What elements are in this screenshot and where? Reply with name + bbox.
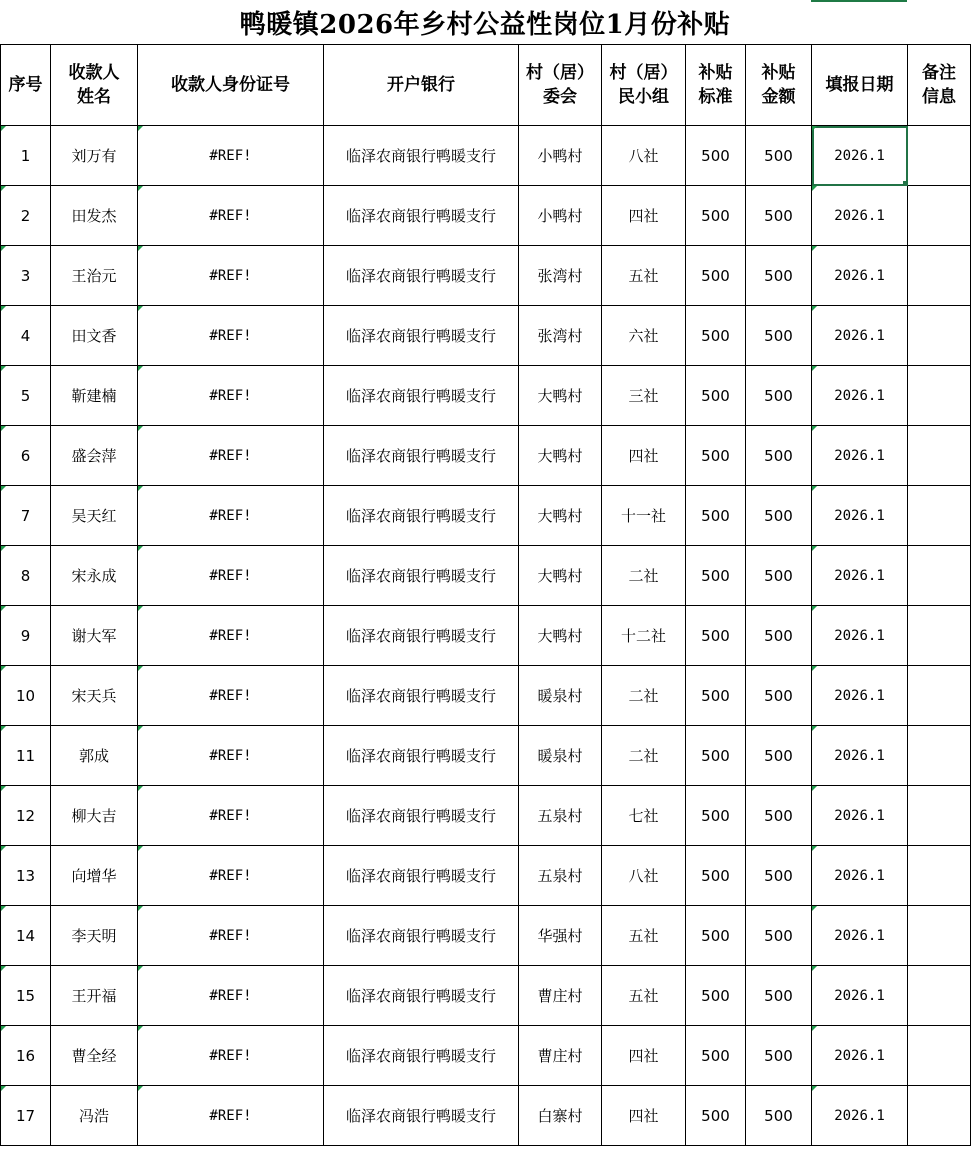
- table-row: [1, 906, 971, 966]
- cell-amount[interactable]: 500: [746, 606, 812, 666]
- header-report-date[interactable]: 填报日期: [812, 45, 908, 126]
- cell-village[interactable]: 大鸭村: [519, 546, 602, 606]
- cell-id-number[interactable]: #REF!: [138, 186, 324, 246]
- cell-id-number[interactable]: #REF!: [138, 606, 324, 666]
- cell-payee-name[interactable]: 盛会萍: [51, 426, 138, 486]
- cell-payee-name[interactable]: 刘万有: [51, 126, 138, 186]
- cell-bank[interactable]: 临泽农商银行鸭暖支行: [324, 906, 519, 966]
- cell-payee-name[interactable]: 向增华: [51, 846, 138, 906]
- cell-remarks[interactable]: [908, 666, 971, 726]
- cell-report-date[interactable]: 2026.1: [812, 666, 908, 726]
- cell-group[interactable]: 四社: [602, 1086, 686, 1146]
- cell-report-date[interactable]: 2026.1: [812, 966, 908, 1026]
- cell-report-date[interactable]: 2026.1: [812, 906, 908, 966]
- cell-amount[interactable]: 500: [746, 846, 812, 906]
- cell-remarks[interactable]: [908, 126, 971, 186]
- cell-id-number[interactable]: #REF!: [138, 966, 324, 1026]
- cell-payee-name[interactable]: 谢大军: [51, 606, 138, 666]
- cell-bank[interactable]: 临泽农商银行鸭暖支行: [324, 726, 519, 786]
- cell-report-date[interactable]: 2026.1: [812, 606, 908, 666]
- header-remarks[interactable]: 备注 信息: [908, 45, 971, 126]
- cell-report-date[interactable]: 2026.1: [812, 846, 908, 906]
- cell-group[interactable]: 七社: [602, 786, 686, 846]
- cell-standard[interactable]: 500: [686, 486, 746, 546]
- cell-report-date[interactable]: 2026.1: [812, 546, 908, 606]
- cell-bank[interactable]: 临泽农商银行鸭暖支行: [324, 366, 519, 426]
- table-row: [1, 126, 971, 186]
- cell-amount[interactable]: 500: [746, 306, 812, 366]
- cell-amount[interactable]: 500: [746, 126, 812, 186]
- table-row: [1, 966, 971, 1026]
- cell-seq[interactable]: 4: [1, 306, 51, 366]
- cell-village[interactable]: 华强村: [519, 906, 602, 966]
- cell-amount[interactable]: 500: [746, 1026, 812, 1086]
- cell-bank[interactable]: 临泽农商银行鸭暖支行: [324, 186, 519, 246]
- cell-amount[interactable]: 500: [746, 246, 812, 306]
- cell-bank[interactable]: 临泽农商银行鸭暖支行: [324, 126, 519, 186]
- cell-remarks[interactable]: [908, 246, 971, 306]
- cell-standard[interactable]: 500: [686, 246, 746, 306]
- cell-payee-name[interactable]: 王治元: [51, 246, 138, 306]
- cell-payee-name[interactable]: 宋永成: [51, 546, 138, 606]
- cell-report-date[interactable]: 2026.1: [812, 186, 908, 246]
- cell-amount[interactable]: 500: [746, 486, 812, 546]
- cell-remarks[interactable]: [908, 1086, 971, 1146]
- cell-report-date[interactable]: 2026.1: [812, 366, 908, 426]
- cell-seq[interactable]: 3: [1, 246, 51, 306]
- cell-group[interactable]: 二社: [602, 666, 686, 726]
- cell-remarks[interactable]: [908, 726, 971, 786]
- cell-remarks[interactable]: [908, 186, 971, 246]
- cell-remarks[interactable]: [908, 786, 971, 846]
- cell-seq[interactable]: 7: [1, 486, 51, 546]
- table-row: [1, 186, 971, 246]
- cell-remarks[interactable]: [908, 366, 971, 426]
- cell-id-number[interactable]: #REF!: [138, 246, 324, 306]
- table-row: [1, 366, 971, 426]
- cell-village[interactable]: 张湾村: [519, 246, 602, 306]
- cell-id-number[interactable]: #REF!: [138, 666, 324, 726]
- cell-village[interactable]: 小鸭村: [519, 186, 602, 246]
- cell-standard[interactable]: 500: [686, 666, 746, 726]
- cell-amount[interactable]: 500: [746, 786, 812, 846]
- table-row: [1, 1086, 971, 1146]
- cell-village[interactable]: 曹庄村: [519, 1026, 602, 1086]
- cell-standard[interactable]: 500: [686, 426, 746, 486]
- cell-payee-name[interactable]: 王开福: [51, 966, 138, 1026]
- cell-seq[interactable]: 8: [1, 546, 51, 606]
- cell-standard[interactable]: 500: [686, 546, 746, 606]
- cell-id-number[interactable]: #REF!: [138, 426, 324, 486]
- cell-id-number[interactable]: #REF!: [138, 1086, 324, 1146]
- cell-bank[interactable]: 临泽农商银行鸭暖支行: [324, 426, 519, 486]
- cell-group[interactable]: 二社: [602, 726, 686, 786]
- cell-id-number[interactable]: #REF!: [138, 1026, 324, 1086]
- cell-report-date[interactable]: 2026.1: [812, 246, 908, 306]
- cell-report-date[interactable]: 2026.1: [812, 426, 908, 486]
- cell-payee-name[interactable]: 吴天红: [51, 486, 138, 546]
- cell-standard[interactable]: 500: [686, 786, 746, 846]
- cell-seq[interactable]: 12: [1, 786, 51, 846]
- cell-amount[interactable]: 500: [746, 426, 812, 486]
- cell-payee-name[interactable]: 冯浩: [51, 1086, 138, 1146]
- cell-standard[interactable]: 500: [686, 1026, 746, 1086]
- cell-standard[interactable]: 500: [686, 1086, 746, 1146]
- cell-village[interactable]: 暖泉村: [519, 666, 602, 726]
- cell-seq[interactable]: 1: [1, 126, 51, 186]
- cell-standard[interactable]: 500: [686, 306, 746, 366]
- cell-village[interactable]: 大鸭村: [519, 366, 602, 426]
- table-row: [1, 546, 971, 606]
- cell-group[interactable]: 五社: [602, 906, 686, 966]
- cell-report-date[interactable]: 2026.1: [812, 486, 908, 546]
- table-row: [1, 246, 971, 306]
- cell-seq[interactable]: 2: [1, 186, 51, 246]
- cell-standard[interactable]: 500: [686, 906, 746, 966]
- cell-bank[interactable]: 临泽农商银行鸭暖支行: [324, 246, 519, 306]
- cell-remarks[interactable]: [908, 546, 971, 606]
- cell-group[interactable]: 八社: [602, 126, 686, 186]
- cell-payee-name[interactable]: 田发杰: [51, 186, 138, 246]
- cell-group[interactable]: 四社: [602, 426, 686, 486]
- header-seq[interactable]: 序号: [1, 45, 51, 126]
- cell-seq[interactable]: 6: [1, 426, 51, 486]
- header-payee-name[interactable]: 收款人 姓名: [51, 45, 138, 126]
- cell-payee-name[interactable]: 靳建楠: [51, 366, 138, 426]
- cell-id-number[interactable]: #REF!: [138, 786, 324, 846]
- cell-bank[interactable]: 临泽农商银行鸭暖支行: [324, 306, 519, 366]
- cell-report-date[interactable]: 2026.1: [812, 726, 908, 786]
- header-bank[interactable]: 开户银行: [324, 45, 519, 126]
- subsidy-table: [0, 44, 971, 1146]
- table-row: [1, 426, 971, 486]
- header-standard[interactable]: 补贴 标准: [686, 45, 746, 126]
- cell-village[interactable]: 白寨村: [519, 1086, 602, 1146]
- cell-group[interactable]: 二社: [602, 546, 686, 606]
- cell-seq[interactable]: 15: [1, 966, 51, 1026]
- cell-seq[interactable]: 11: [1, 726, 51, 786]
- cell-group[interactable]: 四社: [602, 1026, 686, 1086]
- cell-village[interactable]: 五泉村: [519, 846, 602, 906]
- cell-bank[interactable]: 临泽农商银行鸭暖支行: [324, 966, 519, 1026]
- cell-bank[interactable]: 临泽农商银行鸭暖支行: [324, 846, 519, 906]
- cell-group[interactable]: 五社: [602, 246, 686, 306]
- cell-group[interactable]: 八社: [602, 846, 686, 906]
- cell-group[interactable]: 四社: [602, 186, 686, 246]
- cell-village[interactable]: 大鸭村: [519, 606, 602, 666]
- cell-amount[interactable]: 500: [746, 906, 812, 966]
- cell-bank[interactable]: 临泽农商银行鸭暖支行: [324, 546, 519, 606]
- cell-bank[interactable]: 临泽农商银行鸭暖支行: [324, 786, 519, 846]
- cell-village[interactable]: 张湾村: [519, 306, 602, 366]
- cell-standard[interactable]: 500: [686, 366, 746, 426]
- cell-remarks[interactable]: [908, 606, 971, 666]
- cell-village[interactable]: 大鸭村: [519, 486, 602, 546]
- cell-amount[interactable]: 500: [746, 966, 812, 1026]
- cell-standard[interactable]: 500: [686, 606, 746, 666]
- cell-amount[interactable]: 500: [746, 366, 812, 426]
- cell-remarks[interactable]: [908, 906, 971, 966]
- cell-amount[interactable]: 500: [746, 666, 812, 726]
- cell-bank[interactable]: 临泽农商银行鸭暖支行: [324, 486, 519, 546]
- cell-standard[interactable]: 500: [686, 846, 746, 906]
- cell-village[interactable]: 五泉村: [519, 786, 602, 846]
- cell-id-number[interactable]: #REF!: [138, 846, 324, 906]
- table-row: [1, 606, 971, 666]
- cell-bank[interactable]: 临泽农商银行鸭暖支行: [324, 1086, 519, 1146]
- table-row: [1, 306, 971, 366]
- cell-report-date[interactable]: 2026.1: [812, 786, 908, 846]
- cell-amount[interactable]: 500: [746, 546, 812, 606]
- cell-amount[interactable]: 500: [746, 186, 812, 246]
- cell-id-number[interactable]: #REF!: [138, 366, 324, 426]
- cell-group[interactable]: 三社: [602, 366, 686, 426]
- cell-remarks[interactable]: [908, 306, 971, 366]
- cell-payee-name[interactable]: 郭成: [51, 726, 138, 786]
- table-row: [1, 786, 971, 846]
- cell-group[interactable]: 十二社: [602, 606, 686, 666]
- cell-remarks[interactable]: [908, 966, 971, 1026]
- cell-payee-name[interactable]: 田文香: [51, 306, 138, 366]
- cell-payee-name[interactable]: 柳大吉: [51, 786, 138, 846]
- cell-id-number[interactable]: #REF!: [138, 906, 324, 966]
- cell-village[interactable]: 曹庄村: [519, 966, 602, 1026]
- header-group[interactable]: 村（居） 民小组: [602, 45, 686, 126]
- cell-report-date[interactable]: 2026.1: [812, 1086, 908, 1146]
- cell-payee-name[interactable]: 宋天兵: [51, 666, 138, 726]
- cell-bank[interactable]: 临泽农商银行鸭暖支行: [324, 1026, 519, 1086]
- table-row: [1, 726, 971, 786]
- table-row: [1, 1026, 971, 1086]
- cell-standard[interactable]: 500: [686, 726, 746, 786]
- cell-id-number[interactable]: #REF!: [138, 726, 324, 786]
- cell-payee-name[interactable]: 李天明: [51, 906, 138, 966]
- header-row: [1, 45, 971, 126]
- cell-amount[interactable]: 500: [746, 1086, 812, 1146]
- cell-report-date[interactable]: 2026.1: [812, 306, 908, 366]
- sheet-title: 鸭暖镇2026年乡村公益性岗位1月份补贴: [239, 9, 731, 40]
- cell-payee-name[interactable]: 曹全经: [51, 1026, 138, 1086]
- cell-id-number[interactable]: #REF!: [138, 126, 324, 186]
- cell-seq[interactable]: 13: [1, 846, 51, 906]
- header-id-number[interactable]: 收款人身份证号: [138, 45, 324, 126]
- cell-bank[interactable]: 临泽农商银行鸭暖支行: [324, 666, 519, 726]
- cell-standard[interactable]: 500: [686, 966, 746, 1026]
- table-row: [1, 846, 971, 906]
- cell-seq[interactable]: 14: [1, 906, 51, 966]
- cell-remarks[interactable]: [908, 846, 971, 906]
- cell-remarks[interactable]: [908, 486, 971, 546]
- table-body: [1, 126, 971, 1146]
- cell-id-number[interactable]: #REF!: [138, 306, 324, 366]
- cell-seq[interactable]: 9: [1, 606, 51, 666]
- table-row: [1, 486, 971, 546]
- cell-village[interactable]: 大鸭村: [519, 426, 602, 486]
- cell-seq[interactable]: 16: [1, 1026, 51, 1086]
- cell-seq[interactable]: 5: [1, 366, 51, 426]
- cell-group[interactable]: 六社: [602, 306, 686, 366]
- cell-group[interactable]: 五社: [602, 966, 686, 1026]
- cell-bank[interactable]: 临泽农商银行鸭暖支行: [324, 606, 519, 666]
- cell-id-number[interactable]: #REF!: [138, 546, 324, 606]
- cell-amount[interactable]: 500: [746, 726, 812, 786]
- cell-remarks[interactable]: [908, 426, 971, 486]
- cell-report-date[interactable]: 2026.1: [812, 1026, 908, 1086]
- header-amount[interactable]: 补贴 金额: [746, 45, 812, 126]
- cell-seq[interactable]: 17: [1, 1086, 51, 1146]
- cell-village[interactable]: 暖泉村: [519, 726, 602, 786]
- cell-seq[interactable]: 10: [1, 666, 51, 726]
- cell-group[interactable]: 十一社: [602, 486, 686, 546]
- cell-standard[interactable]: 500: [686, 126, 746, 186]
- cell-id-number[interactable]: #REF!: [138, 486, 324, 546]
- table-row: [1, 666, 971, 726]
- cell-standard[interactable]: 500: [686, 186, 746, 246]
- cell-remarks[interactable]: [908, 1026, 971, 1086]
- header-village[interactable]: 村（居） 委会: [519, 45, 602, 126]
- cell-village[interactable]: 小鸭村: [519, 126, 602, 186]
- cell-report-date[interactable]: 2026.1: [812, 126, 908, 186]
